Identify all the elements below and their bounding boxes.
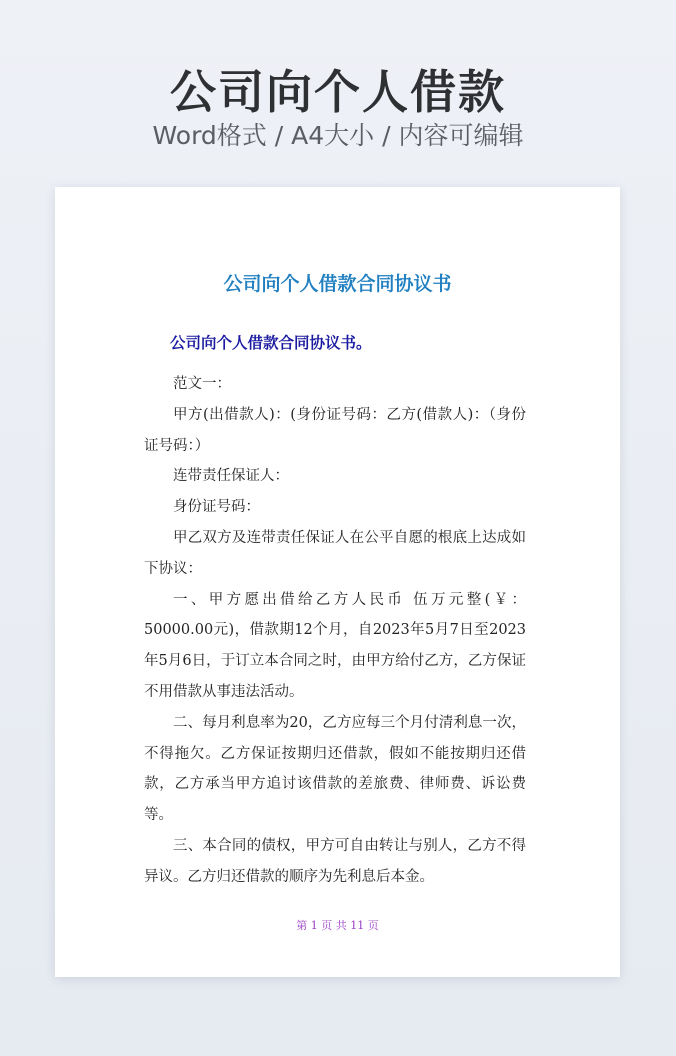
body-paragraph: 甲乙双方及连带责任保证人在公平自愿的根底上达成如下协议： — [144, 529, 526, 577]
document-page — [55, 187, 620, 977]
body-paragraph: 范文一： — [173, 376, 231, 392]
body-paragraph: 三、本合同的债权，甲方可自由转让与别人，乙方不得异议。乙方归还借款的顺序为先利息后本金。 — [144, 837, 526, 885]
banner-subtitle: Word格式 / A4大小 / 内容可编辑 — [152, 121, 524, 150]
document-body — [144, 369, 526, 893]
body-paragraph: 连带责任保证人： — [173, 468, 289, 485]
body-paragraph: 身份证号码： — [173, 499, 260, 516]
banner-title: 公司向个人借款 — [170, 65, 506, 119]
page-number-footer: 第 1 页 共 11 页 — [296, 919, 379, 932]
document-heading: 公司向个人借款合同协议书。 — [170, 334, 372, 352]
body-paragraph: 甲方(出借款人)：(身份证号码：乙方(借款人)：（身份证号码：） — [144, 406, 526, 454]
document-title: 公司向个人借款合同协议书 — [223, 273, 452, 295]
body-paragraph: 二、每月利息率为20，乙方应每三个月付清利息一次，不得拖欠。乙方保证按期归还借款，假如不能按期归还借款，乙方承当甲方追讨该借款的差旅费、律师费、诉讼费等。 — [144, 714, 526, 824]
body-paragraph: 一、甲方愿出借给乙方人民币 伍万元整(￥： 50000.00元)，借款期12个月，自2023年5月7日至2023年5月6日，于订立本合同之时，由甲方给付乙方，乙方保证不用借款从事违法活动。 — [144, 591, 526, 700]
